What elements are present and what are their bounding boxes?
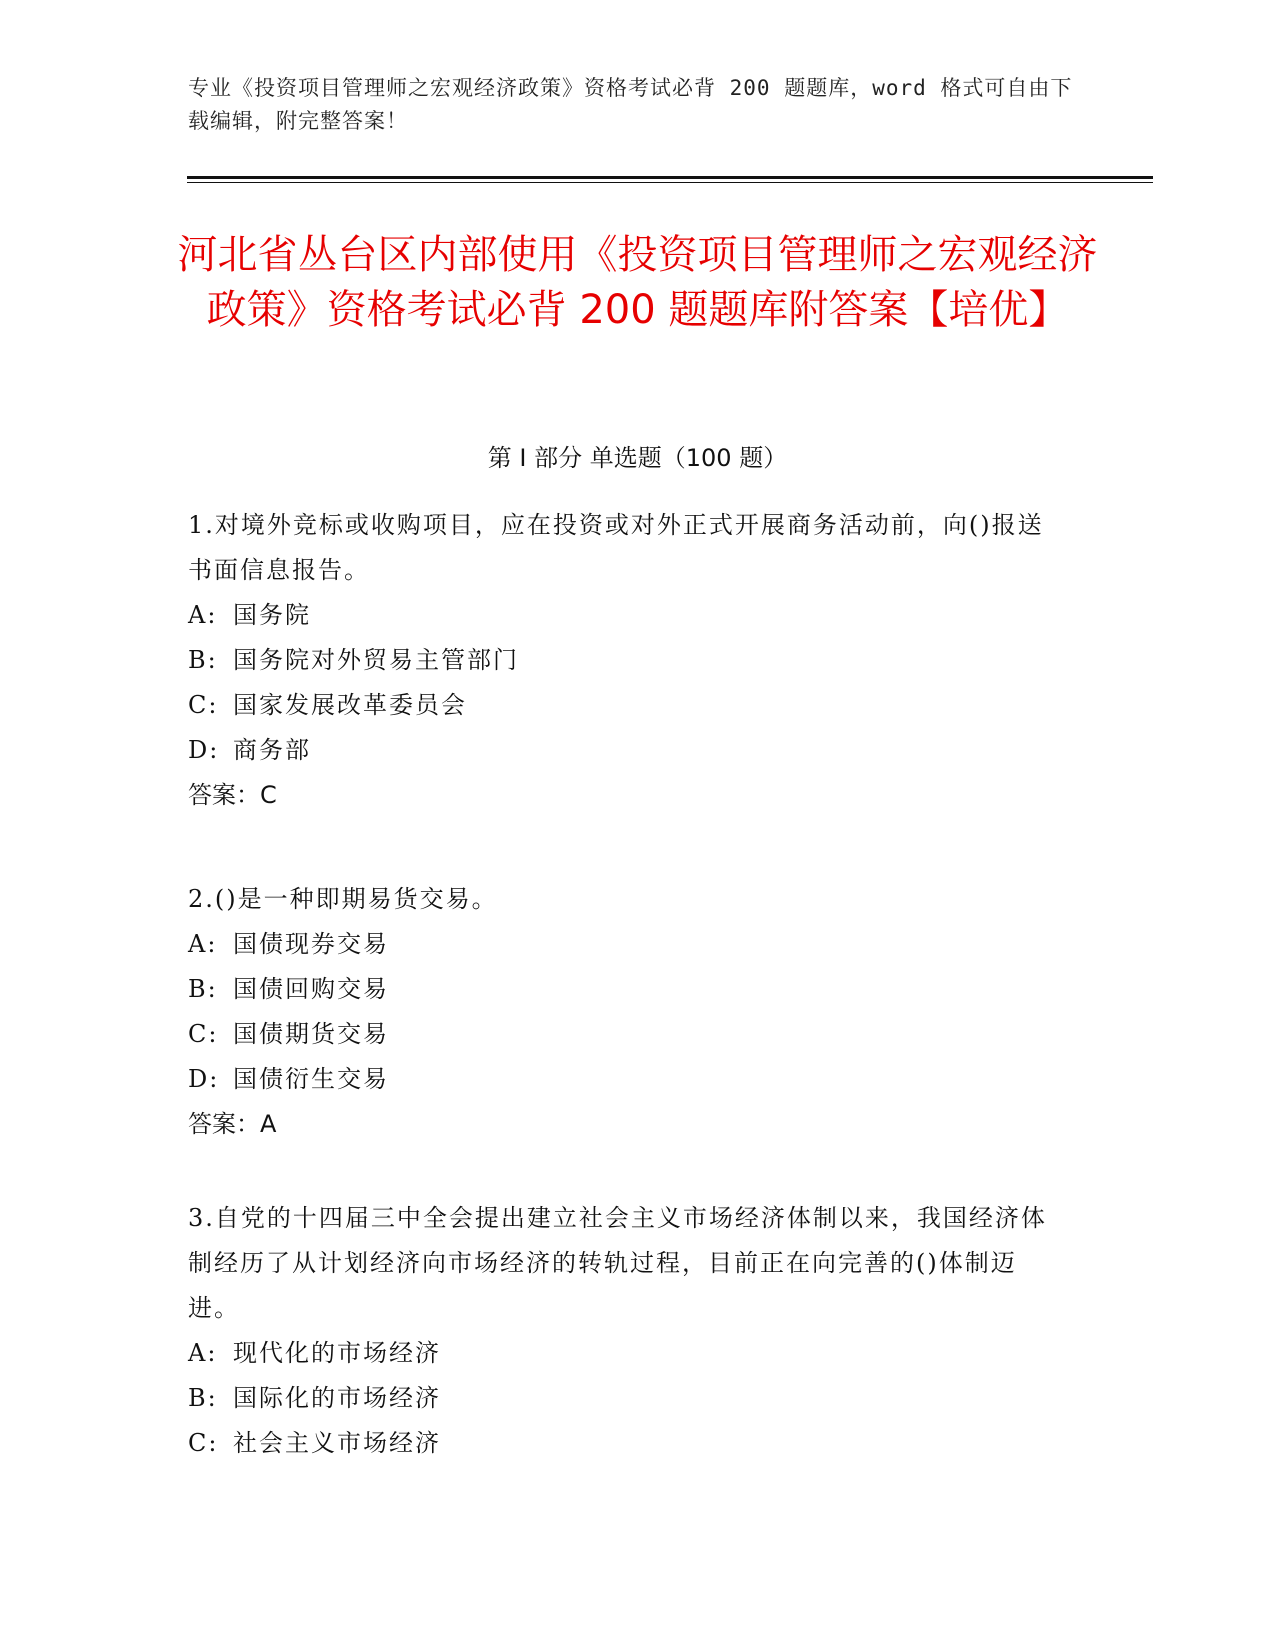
option-key: C: (188, 691, 219, 719)
option-key: C: (188, 1429, 219, 1457)
option-text: 国债现券交易 (233, 930, 389, 958)
question-stem: 3.自党的十四届三中全会提出建立社会主义市场经济体制以来，我国经济体制经历了从计划经济向市场经济的转轨过程，目前正在向完善的()体制迈进。 (188, 1204, 1047, 1322)
option-text: 国际化的市场经济 (233, 1384, 441, 1412)
section-title: 第 I 部分 单选题（100 题） (487, 444, 788, 472)
option-c (188, 683, 1068, 728)
option-b (188, 1376, 1068, 1421)
document-title: 河北省丛台区内部使用《投资项目管理师之宏观经济政策》资格考试必背 200 题题库附答案【培优】 (177, 232, 1098, 333)
option-text: 国务院 (233, 601, 311, 629)
header-rule-thin (187, 182, 1153, 183)
option-text: 国务院对外贸易主管部门 (233, 646, 519, 674)
option-key: D: (188, 736, 220, 764)
option-b (188, 638, 1068, 683)
option-c (188, 1012, 1068, 1057)
option-key: B: (188, 975, 218, 1003)
answer-line: 答案：C (188, 781, 277, 809)
option-text: 国家发展改革委员会 (233, 691, 467, 719)
question-stem: 2.()是一种即期易货交易。 (188, 885, 498, 913)
option-text: 社会主义市场经济 (233, 1429, 441, 1457)
option-d (188, 1057, 1068, 1102)
option-b (188, 967, 1068, 1012)
option-a (188, 922, 1068, 967)
question-1 (188, 503, 1068, 818)
question-stem: 1.对境外竞标或收购项目，应在投资或对外正式开展商务活动前，向()报送书面信息报告。 (188, 511, 1044, 584)
option-key: A: (188, 1339, 218, 1367)
option-a (188, 1331, 1068, 1376)
option-key: A: (188, 930, 218, 958)
option-text: 国债期货交易 (233, 1020, 389, 1048)
option-key: C: (188, 1020, 219, 1048)
answer-line: 答案：A (188, 1110, 277, 1138)
option-c (188, 1421, 1068, 1466)
header-rule-thick (187, 176, 1153, 179)
option-d (188, 728, 1068, 773)
question-2 (188, 877, 1068, 1147)
header-note: 专业《投资项目管理师之宏观经济政策》资格考试必背 200 题题库，word 格式可自由下载编辑，附完整答案！ (188, 76, 1073, 133)
option-key: B: (188, 1384, 218, 1412)
option-a (188, 593, 1068, 638)
option-text: 国债衍生交易 (233, 1065, 389, 1093)
option-text: 国债回购交易 (233, 975, 389, 1003)
option-key: D: (188, 1065, 220, 1093)
option-text: 商务部 (233, 736, 311, 764)
question-3 (188, 1196, 1068, 1466)
option-text: 现代化的市场经济 (233, 1339, 441, 1367)
option-key: B: (188, 646, 218, 674)
option-key: A: (188, 601, 218, 629)
